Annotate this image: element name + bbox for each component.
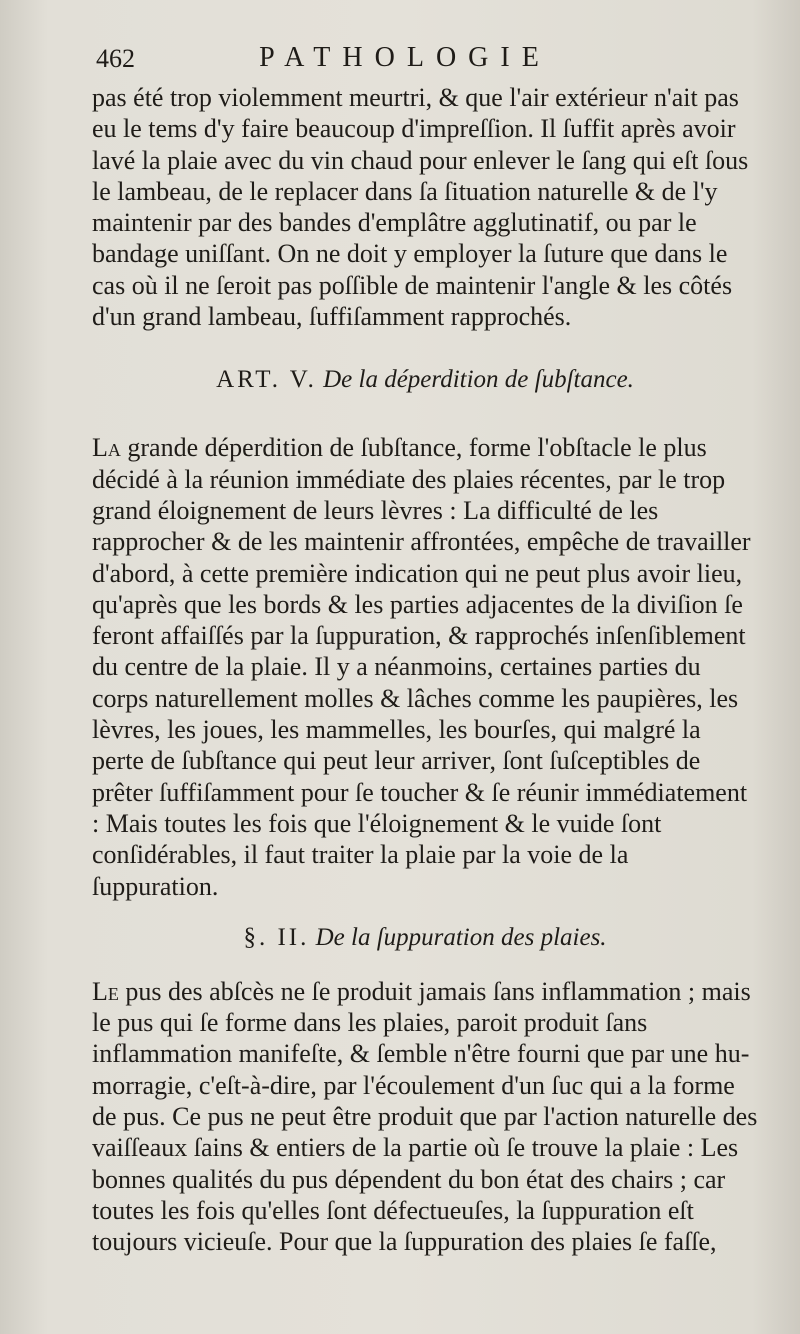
- page-number: 462: [96, 44, 135, 73]
- paragraph-2: [92, 432, 758, 901]
- section-heading-suppuration: [92, 922, 758, 954]
- paragraph-2-text: grande déperdition de ſubſtance, forme l'obſtacle le plus décidé à la réunion immédiate des plaies récentes, par le trop grand éloignement de leurs lèvres : La difficulté de les rapprocher & de les maintenir affrontées, empêche de travailler d'abord, à cette première indication qui ne peut plus avoir lieu, qu'après que les bords & les parties adjacentes de la diviſion ſe feront affaiſſés par la ſuppuration, & rapprochés inſenſiblement du centre de la plaie. Il y a néanmoins, certaines parties du corps naturellement molles & lâches comme les paupières, les lèvres, les joues, les mammelles, les bourſes, qui malgré la perte de ſubſtance qui peut leur arriver, ſont ſuſceptibles de prêter ſuffiſamment pour ſe toucher & ſe réunir immédiatement : Mais toutes les fois que l'éloignement & le vuide ſont conſidérables, il faut traiter la plaie par la voie de la ſuppuration.: [92, 433, 751, 901]
- page-header: [96, 40, 714, 80]
- heading-section-title: De la ſuppuration des plaies.: [315, 923, 607, 951]
- paragraph-3-lead: Le: [92, 976, 119, 1006]
- paragraph-3-text: pus des abſcès ne ſe produit jamais ſans inflammation ; mais le pus qui ſe forme dans les plaies, paroit produit ſans inflammation manifeſte, & ſemble n'être fourni que par une hu-morragie, c'eſt-à-dire, par l'écoulement d'un ſuc qui a la forme de pus. Ce pus ne peut être produit que par l'action naturelle des vaiſſeaux ſains & entiers de la partie où ſe trouve la plaie : Les bonnes qualités du pus dépendent du bon état des chairs ; car toutes les fois qu'elles ſont défectueuſes, la ſuppuration eſt toujours vicieuſe. Pour que la ſuppuration des plaies ſe faſſe,: [92, 976, 758, 1257]
- heading-section-number: §. II.: [243, 923, 310, 951]
- running-head: PATHOLOGIE: [259, 42, 551, 73]
- section-heading-art-v: [92, 364, 758, 396]
- page-body: [92, 82, 758, 1258]
- paragraph-1: pas été trop violemment meurtri, & que l'air extérieur n'ait pas eu le tems d'y faire beaucoup d'impreſſion. Il ſuffit après avoir lavé la plaie avec du vin chaud pour enlever le ſang qui eſt ſous le lambeau, de le replacer dans ſa ſituation naturelle & de l'y maintenir par des bandes d'emplâtre agglutinatif, ou par le bandage uniſſant. On ne doit y employer la ſuture que dans le cas où il ne ſeroit pas poſſible de maintenir l'angle & les côtés d'un grand lambeau, ſuffiſamment rapprochés.: [92, 83, 749, 332]
- paragraph-3: [92, 976, 758, 1258]
- paragraph-2-lead: La: [92, 433, 121, 463]
- heading-article-number: ART. V.: [216, 366, 317, 394]
- heading-article-title: De la déperdition de ſubſtance.: [323, 366, 634, 394]
